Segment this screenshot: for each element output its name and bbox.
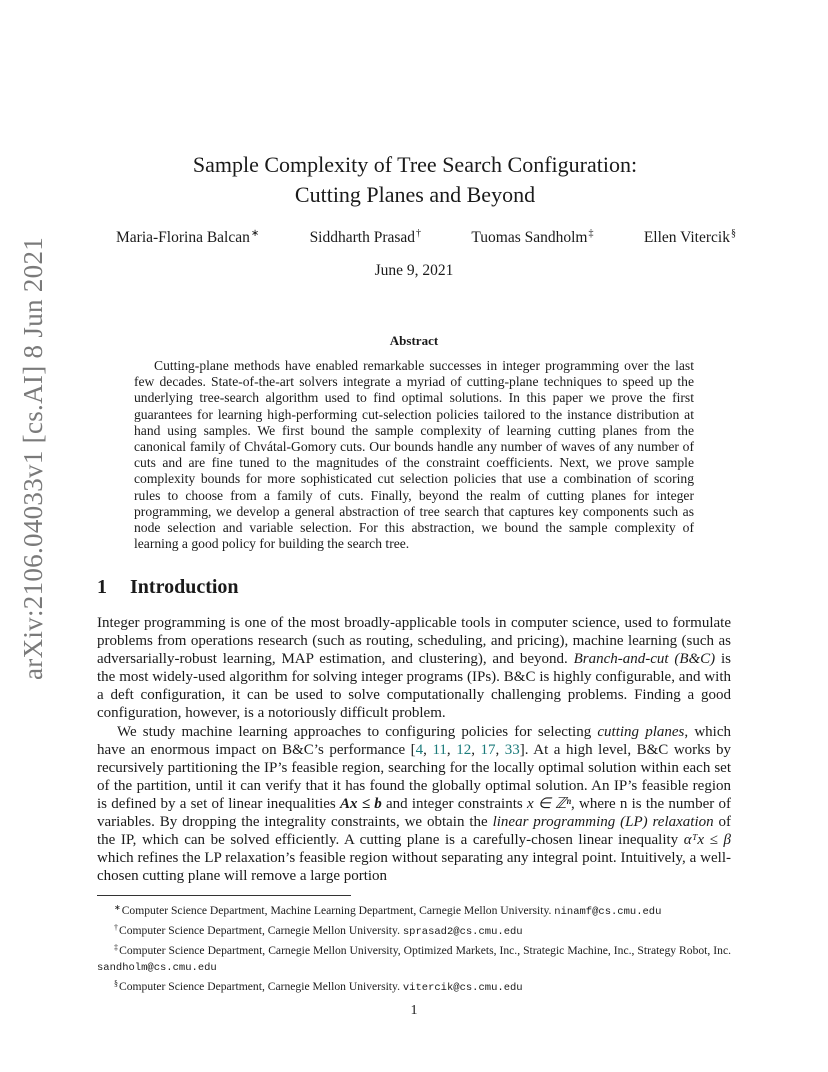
citation-link[interactable]: 17 [480, 741, 496, 758]
author-mark: § [730, 228, 736, 239]
section-number: 1 [97, 576, 107, 598]
section-title: Introduction [130, 576, 239, 598]
author-list [116, 228, 736, 247]
publication-date: June 9, 2021 [374, 262, 454, 279]
paragraph: We study machine learning approaches to configuring policies for selecting cutting planes, which have an enormous impact on B&C’s performance [4, 11, 12, 17, 33]. At a high level, B&C works by recursively partitioning the IP’s feasible region, searching for the locally optimal solution within each set of the partition, until it can verify that it has found the globally optimal solution. An IP’s feasible region is defined by a set of linear inequalities Ax ≤ b and integer constraints x ∈ ℤⁿ, where n is the number of variables. By dropping the integrality constraints, we obtain the linear programming (LP) relaxation of the IP, which can be solved efficiently. A cutting plane is a carefully-chosen linear inequality αᵀx ≤ β which refines the LP relaxation’s feasible region without separating any integral point. Intuitively, a well-chosen cutting plane will remove a large portion [97, 723, 732, 885]
citation-link[interactable]: 11 [432, 741, 447, 758]
footnote [97, 976, 731, 996]
email-link[interactable]: sprasad2@cs.cmu.edu [402, 926, 523, 939]
section-heading [97, 576, 239, 599]
email-link[interactable]: vitercik@cs.cmu.edu [402, 981, 523, 994]
footnote-text: Computer Science Department, Machine Learning Department, Carnegie Mellon University. [121, 904, 555, 917]
citation-link[interactable]: 33 [504, 741, 520, 758]
text-run: Integer programming is one of the most broadly-applicable tools in computer science, used to formulate problems from operations research (such as routing, scheduling, and pricing), machine learning (such as adversarially-robust learning, MAP estimation, and clustering), and beyond. [97, 615, 731, 668]
math-cut: αᵀx ≤ β [683, 832, 731, 849]
emphasis: linear programming (LP) relaxation [492, 814, 714, 831]
text-run: is the most widely-used algorithm for solving integer programs (IPs). B&C is highly configurable, and with a deft configuration, it can be used to solve computationally challenging problems. Finding a good configuration, however, is a notoriously difficult problem. [97, 651, 731, 722]
footnote-divider [97, 895, 351, 896]
footnotes [97, 900, 731, 996]
text-run: of the IP, which can be solved efficiently. A cutting plane is a carefully-chosen linear inequality [97, 814, 732, 849]
citation-link[interactable]: 12 [456, 741, 472, 758]
title-line-1: Sample Complexity of Tree Search Configuration: [192, 152, 638, 177]
text-run: which refines the LP relaxation’s feasible region without separating any integral point. Intuitively, a well-chosen cutting plane will remove a large portion [97, 850, 731, 885]
text-run: We study machine learning approaches to configuring policies for selecting [117, 723, 598, 740]
footnote-mark: ‡ [114, 943, 119, 953]
footnote [97, 920, 731, 940]
emphasis: Branch-and-cut (B&C) [573, 651, 716, 668]
text-run: and integer constraints [381, 795, 527, 812]
email-link[interactable]: sandholm@cs.cmu.edu [97, 961, 217, 974]
footnote-mark: † [114, 923, 118, 933]
paper-title [60, 150, 770, 210]
author-name: Maria-Florina Balcan [116, 229, 250, 246]
author [310, 228, 421, 247]
footnote [97, 900, 731, 920]
footnote-text: Computer Science Department, Carnegie Mellon University. [119, 979, 403, 993]
text-run: , where n is the number of variables. By dropping the integrality constraints, we obtain the [97, 795, 731, 831]
footnote-text: Computer Science Department, Carnegie Mellon University, Optimized Markets, Inc., Strategic Machine, Inc., Strategy Robot, Inc. [119, 944, 732, 958]
footnote-mark: § [114, 978, 118, 988]
author-mark: ‡ [588, 228, 594, 239]
title-line-2: Cutting Planes and Beyond [294, 182, 536, 207]
author [116, 228, 259, 247]
math-inequality: Ax ≤ b [339, 795, 382, 812]
abstract-heading: Abstract [389, 333, 439, 348]
text-run: , which have an enormous impact on B&C’s performance [ [97, 723, 731, 758]
author-mark: † [416, 228, 422, 239]
paragraph [97, 614, 731, 723]
author [471, 228, 593, 247]
emphasis: cutting planes [597, 723, 685, 740]
author-name: Siddharth Prasad [309, 229, 416, 246]
author-name: Tuomas Sandholm [471, 229, 588, 246]
footnote-mark: ∗ [114, 903, 121, 912]
author-name: Ellen Vitercik [643, 229, 730, 246]
arxiv-identifier: arXiv:2106.04033v1 [cs.AI] 8 Jun 2021 [18, 236, 48, 680]
text-run: ]. At a high level, B&C works by recursively partitioning the IP’s feasible region, searching for the locally optimal solution within each set of the partition, until it can verify that it has found the globally optimal solution. An IP’s feasible region is defined by a set of linear inequalities [97, 741, 732, 812]
citation-link[interactable]: 4 [415, 741, 424, 758]
author [644, 228, 736, 247]
author-mark: ∗ [250, 228, 260, 239]
math-integrality: x ∈ ℤⁿ [526, 795, 572, 812]
footnote-text: Computer Science Department, Carnegie Mellon University. [119, 924, 403, 938]
introduction-body [97, 614, 731, 885]
abstract-text: Cutting-plane methods have enabled remarkable successes in integer programming over the last few decades. State-of-the-art solvers integrate a myriad of cutting-plane techniques to speed up the underlying tree-search algorithm used to find optimal solutions. In this paper we prove the first guarantees for learning high-performing cut-selection policies tailored to the instance distribution at hand using samples. We first bound the sample complexity of learning cutting planes from the canonical family of Chvátal-Gomory cuts. Our bounds handle any number of waves of any number of cuts and are fine tuned to the magnitudes of the constraint coefficients. Next, we prove sample complexity bounds for more sophisticated cut selection policies that use a combination of scoring rules to choose from a family of cuts. Finally, beyond the realm of cutting planes for integer programming, we develop a general abstraction of tree search that captures key components such as node selection and variable selection. For this abstraction, we bound the sample complexity of learning a good policy for building the search tree. [134, 358, 694, 552]
email-link[interactable]: ninamf@cs.cmu.edu [554, 906, 662, 918]
page-number: 1 [410, 1003, 418, 1018]
footnote [97, 940, 731, 975]
